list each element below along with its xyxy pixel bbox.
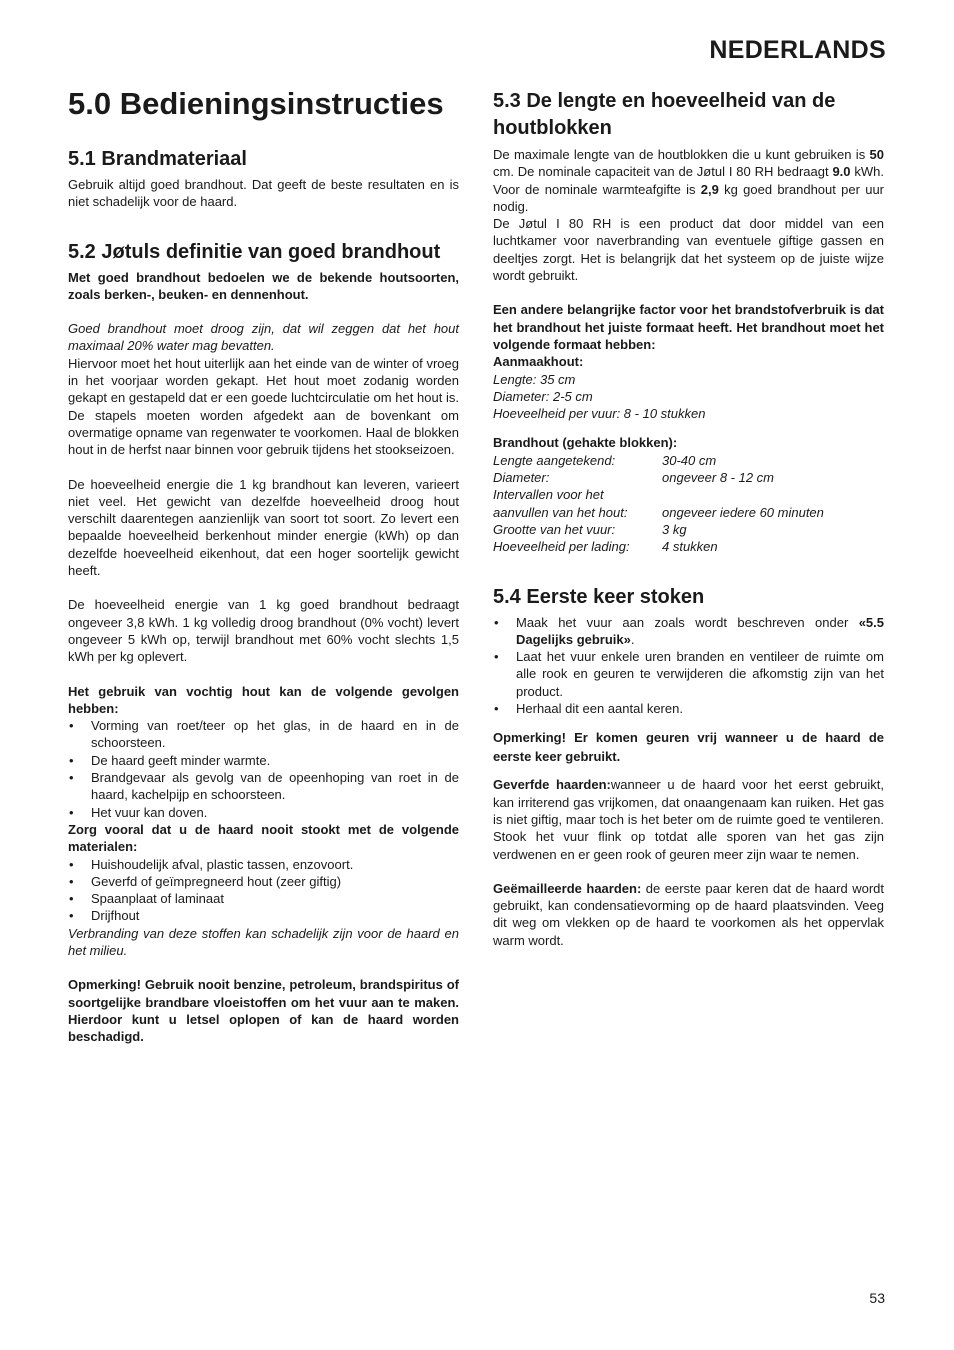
spec-label: Diameter: [493,470,550,486]
flammable-liquids-warning: Opmerking! Gebruik nooit benzine, petroleum, brandspiritus of soortgelijke brandbare vloeistoffen om het vuur aan te maken. Hierdoor kunt u letsel oplopen of kan de haard worden beschadigd. [68,977,459,1045]
never-burn-heading: Zorg vooral dat u de haard nooit stookt met de volgende materialen: [68,821,459,855]
list-item: • Spaanplaat of laminaat [68,890,459,907]
log-length-paragraph: De maximale lengte van de houtblokken die u kunt gebruiken is 50 cm. De nominale capaciteit van de Jøtul I 80 RH bedraagt 9.0 kWh. Voor de nominale warmteafgifte is 2,9 kg goed brandhout per uur nodig. [493,147,885,214]
spec-label: Hoeveelheid per lading: [493,539,630,555]
list-item: • Geverfd of geïmpregneerd hout (zeer giftig) [68,873,459,890]
logs-heading: Brandhout (gehakte blokken): [493,435,678,451]
air-chamber-paragraph: De Jøtul I 80 RH is een product dat door middel van een luchtkamer voor naverbranding van eventuele giftige gassen en deeltjes zorgt. Het is belangrijk dat het systeem op de juiste wijze wordt gebruikt. [493,216,884,284]
spec-value: ongeveer 8 - 12 cm [662,470,775,486]
energy-values-paragraph: De hoeveelheid energie van 1 kg goed brandhout bedraagt ongeveer 3,8 kWh. 1 kg volledig droog brandhout (0% vocht) levert ongeveer 5 kWh op, terwijl brandhout met 60% vocht slechts 1,5 kWh per kg oplevert. [68,597,459,665]
first-fire-list [493,614,884,718]
list-item: • Laat het vuur enkele uren branden en ventileer de ruimte om alle rook en geuren te verwijderen die afkomstig zijn van het product. [493,648,884,700]
page-title: 5.0 Bedieningsinstructies [68,86,444,121]
list-item: • Vorming van roet/teer op het glas, in de haard en in de schoorsteen. [68,717,459,752]
list-item: • Huishoudelijk afval, plastic tassen, enzovoort. [68,856,459,873]
felling-paragraph: Hiervoor moet het hout uiterlijk aan het einde van de winter of vroeg in het voorjaar worden gekapt. Het hout moet zodanig worden gekapt en gestapeld dat er een goede luchtcirculatie om het hout is. De stapels moeten worden afgedekt aan de bovenkant om overmatige opname van regenwater te voorkomen. Haal de blokken hout in de herfst naar binnen voor gebruik tijdens het stookseizoen. [68,355,459,458]
spec-value: 3 kg [662,521,687,537]
section-5-2-intro: Met goed brandhout bedoelen we de bekende houtsoorten, zoals berken-, beuken- en dennenhout. [68,269,459,302]
odour-note: Opmerking! Er komen geuren vrij wanneer u de haard de eerste keer gebruikt. [493,730,884,765]
painted-stoves-paragraph: Geverfde haarden:wanneer u de haard voor het eerst gebruikt, kan irriterend gas vrijkomen, dat onaangenaam kan ruiken. Het gas is niet giftig, maar toch is het beter om de ruimte goed te ventileren. Stook het vuur flink op totdat alle sporen van het gas zijn verdwenen en er geen rook of geuren meer zijn waar te nemen. [493,777,885,862]
list-item: • Het vuur kan doven. [68,804,459,821]
damp-wood-list [68,717,459,821]
spec-value: 30-40 cm [662,452,717,468]
kindling-diameter: Diameter: 2-5 cm [493,388,593,404]
language-label: NEDERLANDS [709,36,886,64]
energy-paragraph: De hoeveelheid energie die 1 kg brandhout kan leveren, varieert niet veel. Het gewicht van dezelfde hoeveelheid droog hout verschilt daarentegen aanzienlijk van soort tot soort. Zo levert een bepaalde hoeveelheid berkenhout minder energie (kWh) op dan dezelfde hoeveelheid eikenhout, dat een hoger soortelijk gewicht heeft. [68,476,459,579]
enamelled-stoves-paragraph: Geëmailleerde haarden: de eerste paar keren dat de haard wordt gebruikt, kan condensatievorming op de haard plaatsvinden. Veeg dit weg om vlekken op de haard te voorkomen als het oppervlak warm wordt. [493,880,885,948]
right-column [493,88,884,949]
left-column [68,86,459,1045]
section-5-4-heading: 5.4 Eerste keer stoken [493,585,705,608]
spec-value: 4 stukken [662,539,718,555]
spec-label: Intervallen voor het [493,487,604,503]
never-burn-list [68,856,459,925]
section-5-1-text: Gebruik altijd goed brandhout. Dat geeft de beste resultaten en is niet schadelijk voor de haard. [68,177,459,210]
page-number: 53 [869,1290,885,1306]
list-item: • Maak het vuur aan zoals wordt beschreven onder «5.5 Dagelijks gebruik». [493,614,884,649]
section-5-2-heading: 5.2 Jøtuls definitie van goed brandhout [68,240,441,263]
section-5-1-heading: 5.1 Brandmateriaal [68,148,247,170]
damp-wood-heading: Het gebruik van vochtig hout kan de volgende gevolgen hebben: [68,683,459,716]
kindling-quantity: Hoeveelheid per vuur: 8 - 10 stukken [493,406,706,422]
spec-value: ongeveer iedere 60 minuten [662,504,824,520]
logs-spec-table [493,452,884,556]
spec-label: aanvullen van het hout: [493,504,628,520]
kindling-length: Lengte: 35 cm [493,371,576,387]
kindling-heading: Aanmaakhout: [493,354,584,370]
spec-value [662,486,884,503]
spec-label: Lengte aangetekend: [493,452,616,468]
list-item: • De haard geeft minder warmte. [68,752,459,769]
spec-label: Grootte van het vuur: [493,521,616,537]
section-5-3-heading: 5.3 De lengte en hoeveelheid van de houtblokken [493,90,836,139]
dry-wood-note: Goed brandhout moet droog zijn, dat wil zeggen dat het hout maximaal 20% water mag bevatten. [68,321,459,354]
list-item: • Brandgevaar als gevolg van de opeenhoping van roet in de haard, kachelpijp en schoorsteen. [68,769,459,804]
list-item: • Herhaal dit een aantal keren. [493,700,884,717]
list-item: • Drijfhout [68,907,459,924]
wood-size-factor: Een andere belangrijke factor voor het brandstofverbruik is dat het brandhout het juiste formaat heeft. Het brandhout moet het volgende formaat hebben: [493,302,884,352]
never-burn-note: Verbranding van deze stoffen kan schadelijk zijn voor de haard en het milieu. [68,925,459,958]
